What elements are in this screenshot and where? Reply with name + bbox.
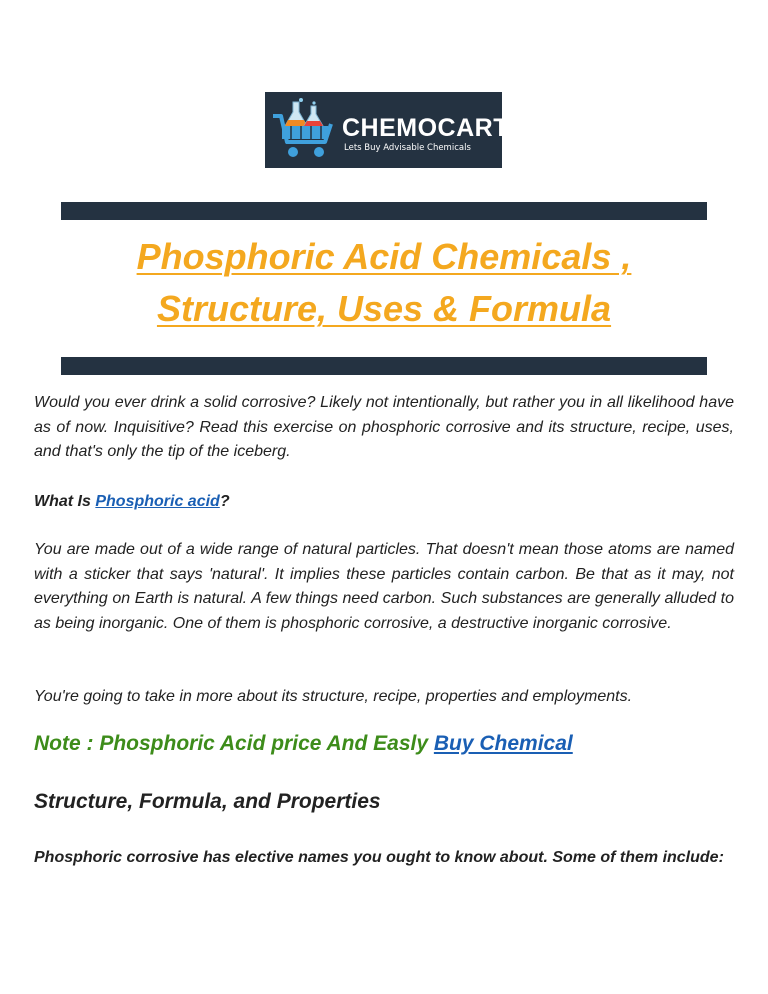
note-line — [34, 732, 573, 756]
structure-heading: Structure, Formula, and Properties — [34, 790, 381, 813]
top-divider-bar — [61, 202, 707, 220]
intro-paragraph: Would you ever drink a solid corrosive? Likely not intentionally, but rather you in all likelihood have as of now. Inquisitive? Read this exercise on phosphoric corrosive and its structure, recipe, uses, and that's only the tip of the iceberg. — [34, 394, 734, 460]
phosphoric-acid-link[interactable]: Phosphoric acid — [95, 493, 220, 510]
bottom-divider-bar — [61, 357, 707, 375]
note-text: Note : Phosphoric Acid price And Easly — [34, 732, 434, 755]
page-title-line-2: Structure, Uses & Formula — [156, 288, 612, 329]
what-is-heading — [34, 490, 734, 515]
learn-more-paragraph: You're going to take in more about its structure, recipe, properties and employments. — [34, 688, 633, 705]
logo-title: CHEMOCART — [342, 114, 509, 142]
buy-chemical-link[interactable]: Buy Chemical — [433, 732, 573, 755]
chemocart-logo[interactable] — [265, 92, 509, 168]
natural-particles-paragraph: You are made out of a wide range of natural particles. That doesn't mean those atoms are named with a sticker that says 'natural'. It implies these particles contain carbon. Be that as it may, not everything on Earth is natural. A few things need carbon. Such substances are generally alluded to as being inorganic. One of them is phosphoric corrosive, a destructive inorganic corrosive. — [34, 541, 734, 632]
alternative-names-paragraph: Phosphoric corrosive has elective names you ought to know about. Some of them include: — [34, 849, 724, 866]
logo-tagline: Lets Buy Advisable Chemicals — [344, 143, 471, 153]
question-prefix: What Is — [34, 493, 96, 510]
cart-flask-icon — [271, 96, 343, 164]
page-title-line-1: Phosphoric Acid Chemicals , — [136, 236, 632, 277]
question-suffix: ? — [219, 493, 230, 510]
